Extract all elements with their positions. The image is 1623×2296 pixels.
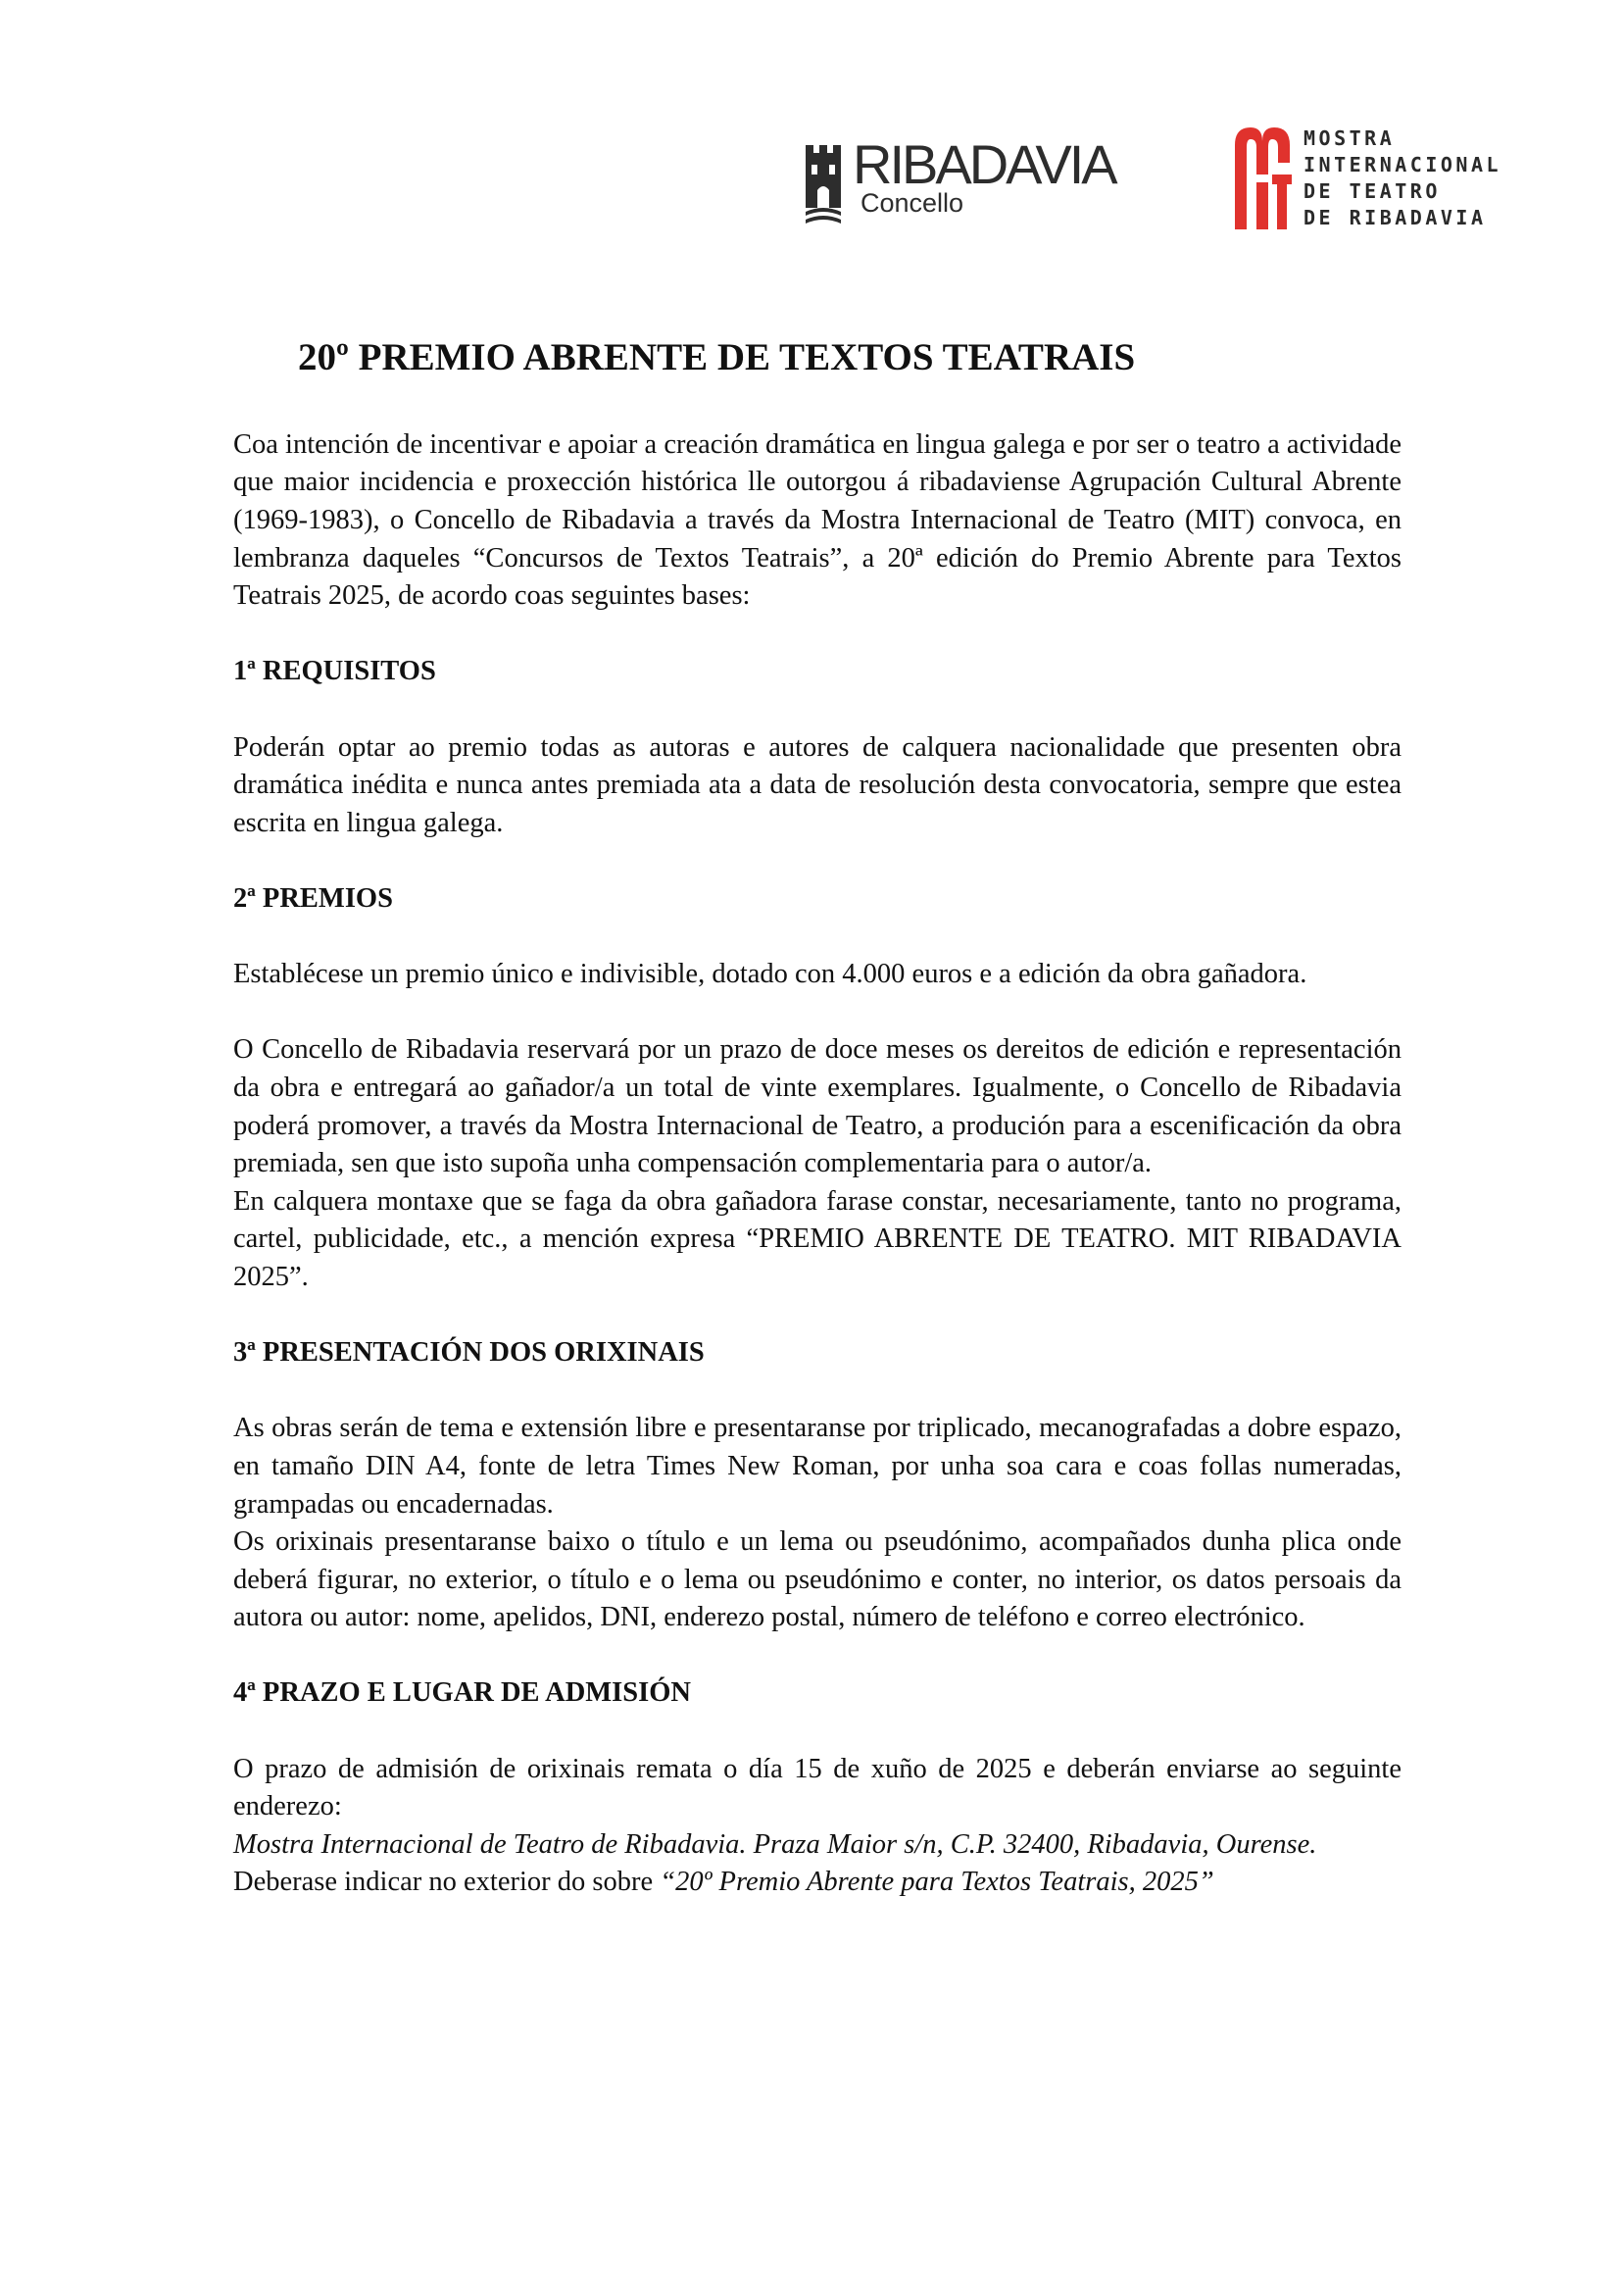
section-heading-presentacion: 3ª PRESENTACIÓN DOS ORIXINAIS [233, 1337, 705, 1369]
ribadavia-logo-name: RIBADAVIA [853, 133, 1115, 195]
section-heading-premios: 2ª PREMIOS [233, 883, 393, 915]
prazo-address: Mostra Internacional de Teatro de Ribadavia. Praza Maior s/n, C.P. 32400, Ribadavia, Ourense. [233, 1828, 1317, 1860]
prazo-paragraph-2-lead: Deberase indicar no exterior do sobre [233, 1867, 654, 1898]
ribadavia-crest-icon [804, 143, 843, 225]
mit-logo-line-1: MOSTRA [1303, 126, 1396, 150]
mit-mark-icon [1231, 124, 1294, 233]
document-body [233, 337, 1402, 1902]
mit-logo-line-3: DE TEATRO [1303, 179, 1441, 203]
requisitos-paragraph: Poderán optar ao premio todas as autoras e autores de calquera nacionalidade que presenten obra dramática inédita e nunca antes premiada ata a data de resolución desta convocatoria, sempre que estea escrita en lingua galega. [233, 731, 1402, 838]
prazo-paragraph-1: O prazo de admisión de orixinais remata o día 15 de xuño de 2025 e deberán enviarse ao seguinte enderezo: [233, 1753, 1402, 1822]
presentacion-paragraph-1: As obras serán de tema e extensión libre e presentaranse por triplicado, mecanografadas a dobre espazo, en tamaño DIN A4, fonte de letra Times New Roman, por unha soa cara e coas follas numeradas, grampadas ou encadernadas. [233, 1413, 1402, 1520]
section-heading-prazo: 4ª PRAZO E LUGAR DE ADMISIÓN [233, 1677, 691, 1709]
intro-paragraph: Coa intención de incentivar e apoiar a creación dramática en lingua galega e por ser o teatro a actividade que maior incidencia e proxección histórica lle outorgou á ribadaviense Agrupación Cultural Abrente (1969-1983), o Concello de Ribadavia a través da Mostra Internacional de Teatro (MIT) convoca, en lembranza daqueles “Concursos de Textos Teatrais”, a 20ª edición do Premio Abrente para Textos Teatrais 2025, de acordo coas seguintes bases: [233, 428, 1402, 612]
premios-paragraph-3: En calquera montaxe que se faga da obra gañadora farase constar, necesariamente, tanto no programa, cartel, publicidade, etc., a mención expresa “PREMIO ABRENTE DE TEATRO. MIT RIBADAVIA 2025”. [233, 1185, 1402, 1292]
premios-paragraph-2: O Concello de Ribadavia reservará por un prazo de doce meses os dereitos de edición e representación da obra e entregará ao gañador/a un total de vinte exemplares. Igualmente, o Concello de Ribadavia poderá promover, a través da Mostra Internacional de Teatro, a produción para a escenificación da obra premiada, sen que isto supoña unha compensación complementaria para o autor/a. [233, 1034, 1402, 1179]
section-heading-requisitos: 1ª REQUISITOS [233, 656, 436, 687]
document-title: 20º PREMIO ABRENTE DE TEXTOS TEATRAIS [298, 336, 1136, 378]
mit-logo-line-4: DE RIBADAVIA [1303, 206, 1487, 229]
prazo-paragraph-2 [233, 1864, 1402, 1902]
ribadavia-logo-sub: Concello [861, 188, 964, 218]
premios-paragraph-1: Establécese un premio único e indivisible, dotado con 4.000 euros e a edición da obra gañadora. [233, 959, 1307, 990]
mit-logo-line-2: INTERNACIONAL [1303, 153, 1502, 176]
presentacion-paragraph-2: Os orixinais presentaranse baixo o título e un lema ou pseudónimo, acompañados dunha plica onde deberá figurar, no exterior, o título e o lema ou pseudónimo e conter, no interior, os datos persoais da autora ou autor: nome, apelidos, DNI, enderezo postal, número de teléfono e correo electrónico. [233, 1526, 1402, 1633]
prazo-paragraph-2-quote: “20º Premio Abrente para Textos Teatrais, 2025” [660, 1867, 1214, 1898]
